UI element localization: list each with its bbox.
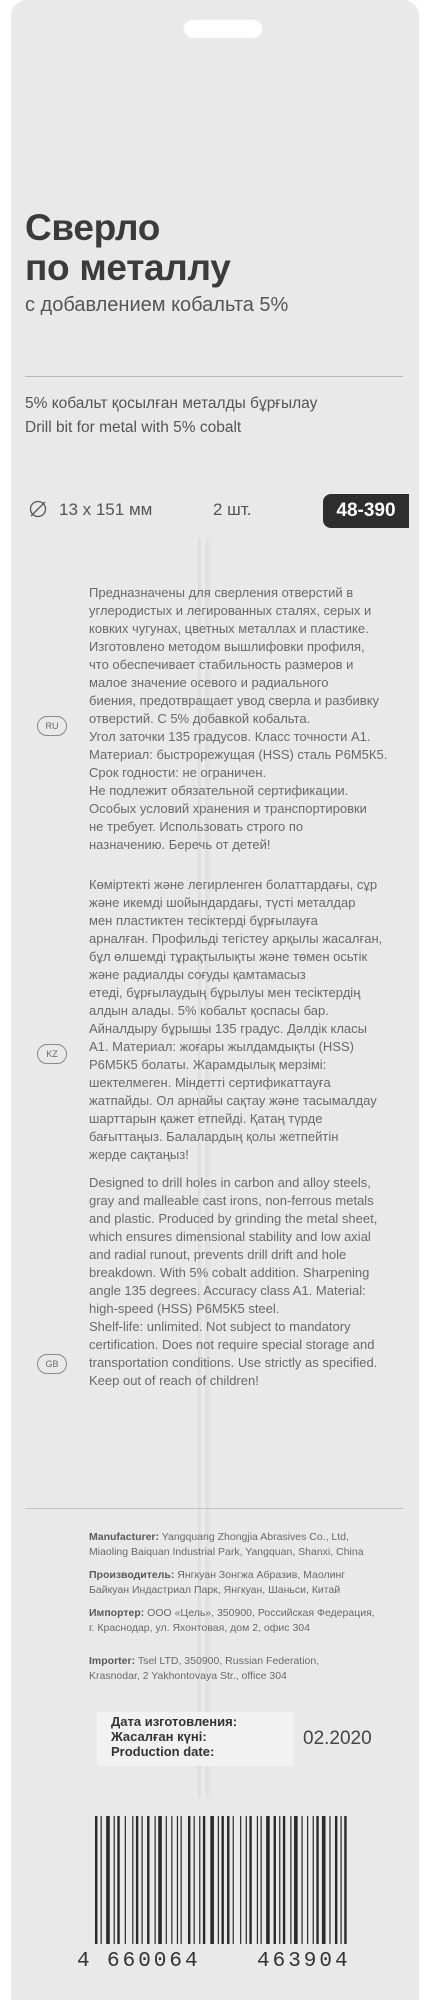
description-line: етеді, бұрғылаудың бұрылуы мен тесіктердің [89,985,361,1000]
hang-slot [183,18,263,38]
company-line: г. Краснодар, ул. Яхонтовая, дом 2, офис 304 [89,1622,310,1634]
barcode-bar [344,1816,346,1944]
barcode-bar [246,1816,247,1944]
description-line: certification. Does not require special storage and [89,1337,375,1352]
article-code-badge: 48-390 [323,494,409,528]
diameter-icon [29,500,47,518]
barcode-bar [261,1816,262,1944]
barcode-bar [114,1816,115,1944]
barcode-left-group: 660064 [107,1950,201,1973]
date-labels [111,1714,237,1759]
barcode-bar [335,1816,337,1944]
barcode-bar [210,1816,214,1944]
description-line: бағыттаңыз. Балалардың қолы жетпейтін [89,1129,339,1144]
company-line: Байкуан Индастриал Парк, Янгкуан, Шаньси, Китай [89,1584,341,1596]
barcode-bar [221,1816,223,1944]
barcode [77,1798,407,1988]
barcode-bar [313,1816,314,1944]
barcode-bar [341,1816,342,1944]
company-line: Янгкуан Зонгжа Абразив, Маолинг [177,1569,346,1581]
barcode-bar [294,1816,298,1944]
barcode-bar [132,1816,133,1944]
product-subtitle: с добавлением кобальта 5% [25,294,289,316]
description-line: отверстий. С 5% добавкой кобальта. [89,711,311,726]
description-line: ковких чугунах, цветных металлах и пластике. [89,621,369,636]
barcode-bar [249,1816,251,1944]
company-line: Yangquang Zhongjia Abrasives Co., Ltd, [161,1531,349,1543]
barcode-bar [181,1816,182,1944]
barcode-bar [274,1816,276,1944]
barcode-bar [218,1816,219,1944]
alt-titles [25,392,405,440]
description-kz [89,876,409,1164]
description-line: малое значение осевого и радиального [89,675,329,690]
barcode-bar [283,1816,285,1944]
description-line: Designed to drill holes in carbon and alloy steels, [89,1175,371,1190]
barcode-bar [136,1816,138,1944]
title-line-1: Сверло [25,207,161,248]
date-label-ru: Дата изготовления: [111,1714,238,1729]
title-line-2: по металлу [25,247,231,288]
barcode-first-digit: 4 [77,1950,93,1973]
description-line: and plastic. Produced by grinding the metal sheet, [89,1211,378,1226]
description-line: не требует. Использовать строго по [89,819,304,834]
description-line: Срок годности: не ограничен. [89,765,267,780]
description-line: high-speed (HSS) Р6М5К5 steel. [89,1301,280,1316]
description-line: шектелмеген. Міндетті сертификаттауға [89,1075,331,1090]
package-card [11,0,419,2000]
divider [25,1508,403,1509]
title-en: Drill bit for metal with 5% cobalt [25,419,242,436]
barcode-bar [307,1816,308,1944]
description-line: және радиалды соғуды қамтамасыз [89,967,306,982]
product-title [25,208,405,318]
barcode-bar [322,1816,326,1944]
date-label-kz: Жасалған күні: [111,1729,207,1744]
barcode-bar [240,1816,241,1944]
importer-info-ru [89,1606,409,1636]
barcode-bar [257,1816,258,1944]
lang-badge-kz: KZ [37,1044,67,1064]
barcode-bar [147,1816,149,1944]
description-line: Р6М5К5 болаты. Жарамдылық мерзімі: [89,1057,327,1072]
company-label: Производитель: [89,1569,175,1581]
description-line: назначению. Беречь от детей! [89,837,271,852]
manufacturer-info [89,1530,409,1560]
description-ru [89,584,409,854]
description-line: angle 135 degrees. Accuracy class A1. Material: [89,1283,366,1298]
description-line: бұл өлшемді тұрақтылықты және төмен осьтік [89,949,368,964]
barcode-bar [290,1816,291,1944]
barcode-bar [101,1816,102,1944]
barcode-bar [166,1816,167,1944]
description-line: Көміртекті және легирленген болаттардағы, сұр [89,877,378,892]
company-label: Importer: [89,1655,136,1667]
barcode-bar [155,1816,156,1944]
barcode-bar [142,1816,143,1944]
description-line: алдын алады. 5% кобальт қоспасы бар. [89,1003,329,1018]
barcode-bar [125,1816,126,1944]
company-line: ООО «Цель», 350900, Российская Федерация, [147,1607,375,1619]
description-line: және икемді шойындардағы, түсті металдар [89,895,356,910]
production-date-box [97,1712,393,1766]
barcode-bar [203,1816,205,1944]
description-line: gray and malleable cast irons, non-ferrous metals [89,1193,374,1208]
production-date: 02.2020 [303,1728,372,1749]
barcode-bar [329,1816,330,1944]
barcode-bar [194,1816,195,1944]
description-line: Shelf-life: unlimited. Not subject to mandatory [89,1319,351,1334]
barcode-bar [188,1816,190,1944]
description-line: and radial runout, prevents drill drift and hole [89,1247,347,1262]
barcode-bar [106,1816,110,1944]
barcode-bar [316,1816,318,1944]
description-line: Айналдыру бұрышы 135 градус. Дәлдік класы [89,1021,368,1036]
barcode-bar [199,1816,200,1944]
barcode-bar [117,1816,119,1944]
barcode-bar [301,1816,302,1944]
description-line: breakdown. With 5% cobalt addition. Sharpening [89,1265,370,1280]
description-line: жатпайды. Ол арнайы сақтау және тасымалдау [89,1093,377,1108]
company-line: Tsel LTD, 350900, Russian Federation, [137,1655,320,1667]
date-label-en: Production date: [111,1744,215,1759]
barcode-bar [266,1816,270,1944]
description-line: Угол заточки 135 градусов. Класс точности А1. [89,729,371,744]
producer-info-ru [89,1568,409,1598]
description-gb [89,1174,409,1390]
description-line: which ensures dimensional stability and low axial [89,1229,371,1244]
company-label: Импортер: [89,1607,145,1619]
importer-info-en [89,1654,409,1684]
description-line: биения, предотвращает увод сверла и разбивку [89,693,380,708]
description-line: transportation conditions. Use strictly as specified. [89,1355,378,1370]
description-line: Предназначены для сверления отверстий в [89,585,354,600]
title-kz: 5% кобальт қосылған металды бұрғылау [25,395,318,412]
barcode-bar [227,1816,229,1944]
drill-size: 13 х 151 мм [59,500,153,519]
description-line: А1. Материал: жоғары жылдамдықты (HSS) [89,1039,354,1054]
description-line: арналған. Профильді тегістеу арқылы жасалған, [89,931,383,946]
description-line: Особых условий хранения и транспортировки [89,801,367,816]
lang-badge-gb: GB [37,1354,67,1374]
description-line: шарттарын қажет етпейді. Қатаң түрде [89,1111,323,1126]
company-line: Krasnodar, 2 Yakhontovaya Str., office 304 [89,1670,287,1682]
barcode-bars [95,1816,395,1944]
lang-badge-ru: RU [37,716,67,736]
barcode-bar [171,1816,172,1944]
barcode-bar [158,1816,162,1944]
description-line: Keep out of reach of children! [89,1373,259,1388]
barcode-bar [177,1816,178,1944]
divider [25,376,403,377]
description-line: что обеспечивает стабильность размеров и [89,657,354,672]
spec-row [25,496,405,526]
description-line: жерде сақтаңыз! [89,1147,189,1162]
company-label: Manufacturer: [89,1531,160,1543]
barcode-right-group: 463904 [257,1950,351,1973]
description-line: Не подлежит обязательной сертификации. [89,783,349,798]
company-line: Miaoling Baiquan Industrial Park, Yangquan, Shanxi, China [89,1546,364,1558]
description-line: углеродистых и легированных сталях, серых и [89,603,372,618]
description-line: мен пластиктен тесіктерді бұрғылауға [89,913,318,928]
barcode-bar [233,1816,234,1944]
description-line: Материал: быстрорежущая (HSS) сталь Р6М5К5. [89,747,388,762]
description-line: Изготовлено методом вышлифовки профиля, [89,639,365,654]
barcode-bar [95,1816,97,1944]
barcode-bar [279,1816,280,1944]
quantity: 2 шт. [213,500,252,519]
